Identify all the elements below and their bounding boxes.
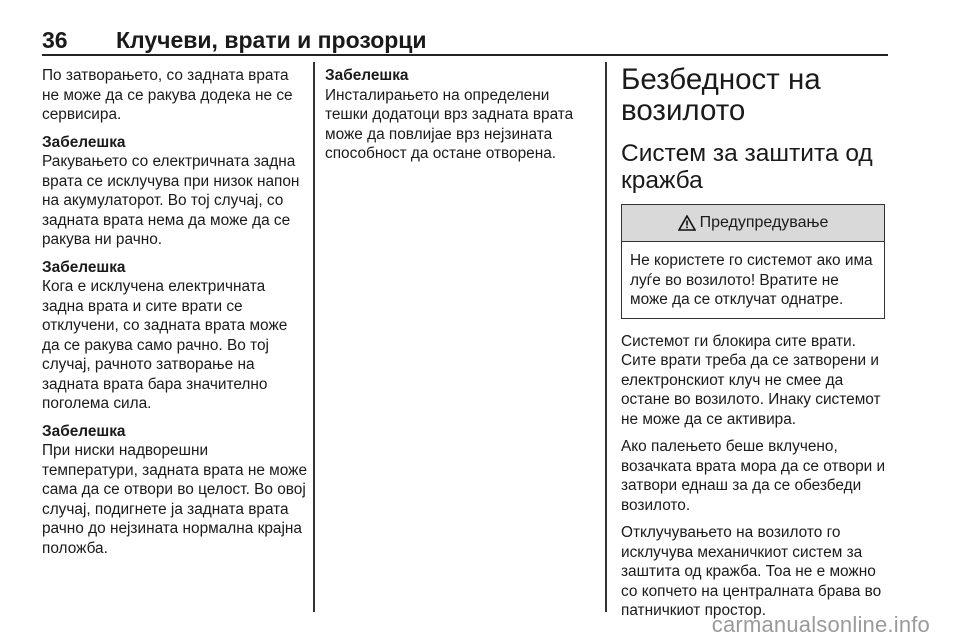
page-header	[42, 24, 888, 56]
note-1-text: Ракувањето со електричната задна врата се исклучува при низок напон на акумулаторот. Во тој случај, со задната врата нема да може да се ракува ни рачно.	[42, 153, 300, 248]
column-divider-2	[605, 62, 607, 612]
paragraph-3: Отклучувањето на возилото го исклучува механичкиот систем за заштита од кражба. Тоа не е можно со копчето на централната брава во патничкиот простор.	[621, 524, 882, 619]
note-1	[42, 133, 307, 250]
note-2-text: Кога е исклучена електричната задна врата и сите врати се отклучени, со задната врата може да се ракува само рачно. Во тој случај, рачното затворање на задната врата бара значително поголема сила.	[42, 278, 288, 412]
warning-header	[622, 205, 884, 242]
column-1	[42, 66, 307, 566]
warning-title: Предупредување	[699, 214, 829, 231]
note-3-title: Забелешка	[42, 422, 126, 440]
note-2	[42, 258, 307, 414]
note-3	[42, 422, 307, 559]
warning-text: Не користете го системот ако има луѓе во возилото! Вратите не може да се отклучат однатре.	[630, 252, 873, 308]
note-4	[325, 66, 585, 164]
note-4-text: Инсталирањето на определени тешки додатоци врз задната врата може да повлијае врз нејзината способност да остане отворена.	[325, 86, 574, 162]
watermark: carmanualsonline.info	[711, 612, 930, 637]
subsection-heading: Систем за заштита од кражба	[621, 140, 873, 194]
section-heading: Безбедност на возилото	[621, 63, 821, 127]
note-1-title: Забелешка	[42, 133, 126, 151]
column-3	[621, 63, 891, 629]
note-2-title: Забелешка	[42, 258, 126, 276]
column-2	[325, 66, 585, 172]
column-divider-1	[313, 62, 315, 612]
warning-box	[621, 204, 885, 319]
warning-triangle-icon	[678, 215, 696, 231]
note-4-title: Забелешка	[325, 67, 409, 84]
paragraph-2: Ако палењето беше вклучено, возачката врата мора да се отвори и затвори еднаш за да се обезбеди возилото.	[621, 438, 886, 514]
paragraph-1: Системот ги блокира сите врати. Сите врати треба да се затворени и електронскиот клуч не смее да остане во возилото. Инаку системот не може да се активира.	[621, 332, 881, 428]
intro-paragraph: По затворањето, со задната врата не може да се ракува додека не се сервисира.	[42, 67, 293, 123]
chapter-title: Клучеви, врати и прозорци	[116, 27, 427, 53]
note-3-text: При ниски надворешни температури, задната врата не може сама да се отвори во целост. Во овој случај, подигнете ја задната врата рачно до нејзината нормална крајна положба.	[42, 442, 307, 557]
page-number: 36	[42, 27, 68, 53]
